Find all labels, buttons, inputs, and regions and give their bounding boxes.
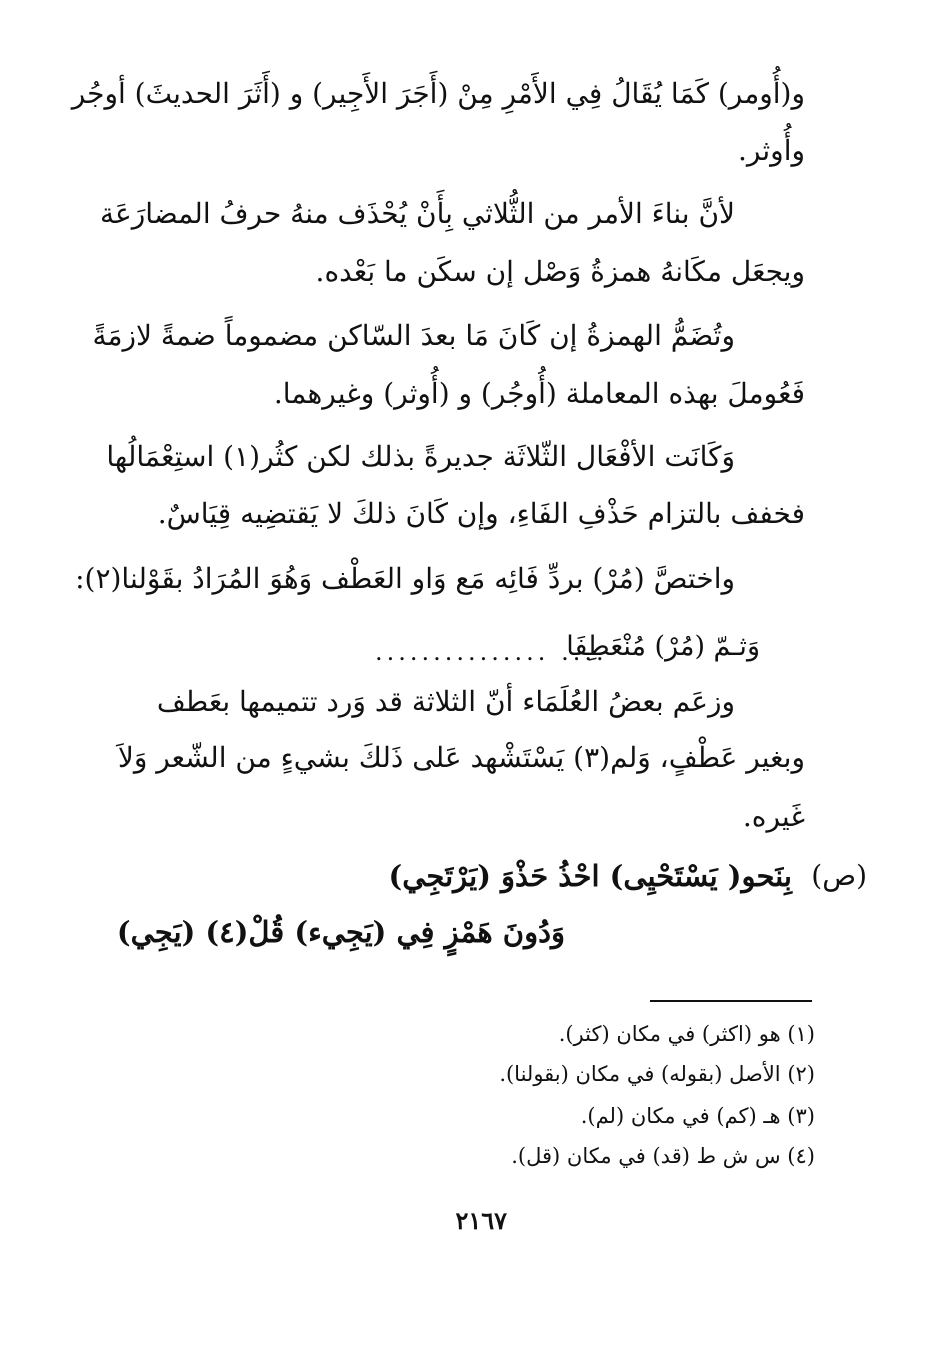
verse-section-marker: (ص) [811,859,867,892]
paragraph-6-line-2: وبغير عَطْفٍ، وَلم(٣) يَسْتَشْهد عَلى ذَلكَ بشيءٍ من الشّعر وَلاَ [117,741,805,774]
paragraph-5-line-1: واختصَّ (مُرْ) بردِّ فَائِه مَع وَاو العَطْف وَهُوَ المُرَادُ بقَوْلنا(٢): [75,562,735,595]
footnote-1: (١) هو (اكثر) في مكان (كثر). [558,1022,815,1046]
paragraph-2-line-2: ويجعَل مكَانهُ همزةُ وَصْل إن سكَن ما بَعْده. [315,255,805,288]
paragraph-2-line-1: لأنَّ بناءَ الأمر من الثُّلاثي بِأَنْ يُحْذَف منهُ حرفُ المضارَعَة [100,197,735,230]
page-number: ٢١٦٧ [455,1206,507,1235]
footnote-4: (٤) س ش ط (قد) في مكان (قل). [511,1144,815,1168]
footnote-2: (٢) الأصل (بقوله) في مكان (بقولنا). [499,1062,815,1086]
verse-line-1: بِنَحو( يَسْتَحْيِى) احْذُ حَذْوَ (يَرْتَجِي) [388,859,792,893]
paragraph-1-line-2: وأُوثر. [738,134,805,167]
paragraph-3-line-1: وتُضَمُّ الهمزةُ إن كَانَ مَا بعدَ السّاكن مضموماً ضمةً لازمَةً [92,319,735,352]
footnote-3: (٣) هـ (كم) في مكان (لم). [580,1104,815,1128]
paragraph-4-line-1: وَكَانَت الأفْعَال الثّلاثَة جديرةً بذلك لكن كثُر(١) استِعْمَالُها [106,440,735,473]
verse-line-2: وَدُونَ هَمْزٍ فِي (يَجِيء) قُلْ(٤) (يَجِي) [116,915,565,949]
quoted-verse-text: وَثـمّ (مُرْ) مُنْعَطِفَا [566,631,760,662]
paragraph-6-line-3: غَيره. [742,800,805,833]
quoted-verse-ellipsis: ............... .... [375,638,608,666]
paragraph-3-line-2: فَعُوملَ بهذه المعاملة (أُوجُر) و (أُوثر) وغيرهما. [273,377,805,410]
footnote-separator [650,1000,812,1002]
paragraph-4-line-2: فخفف بالتزام حَذْفِ الفَاءِ، وإن كَانَ ذلكَ لا يَقتضِيه قِيَاسٌ. [157,497,805,530]
paragraph-1-line-1: و(أُومر) كَمَا يُقَالُ فِي الأَمْرِ مِنْ (أَجَرَ الأَجِير) و (أَثَرَ الحديثَ) أوجُر [71,77,805,110]
paragraph-6-line-1: وزعَم بعضُ العُلَمَاء أنّ الثلاثة قد وَرد تتميمها بعَطف [156,685,735,718]
